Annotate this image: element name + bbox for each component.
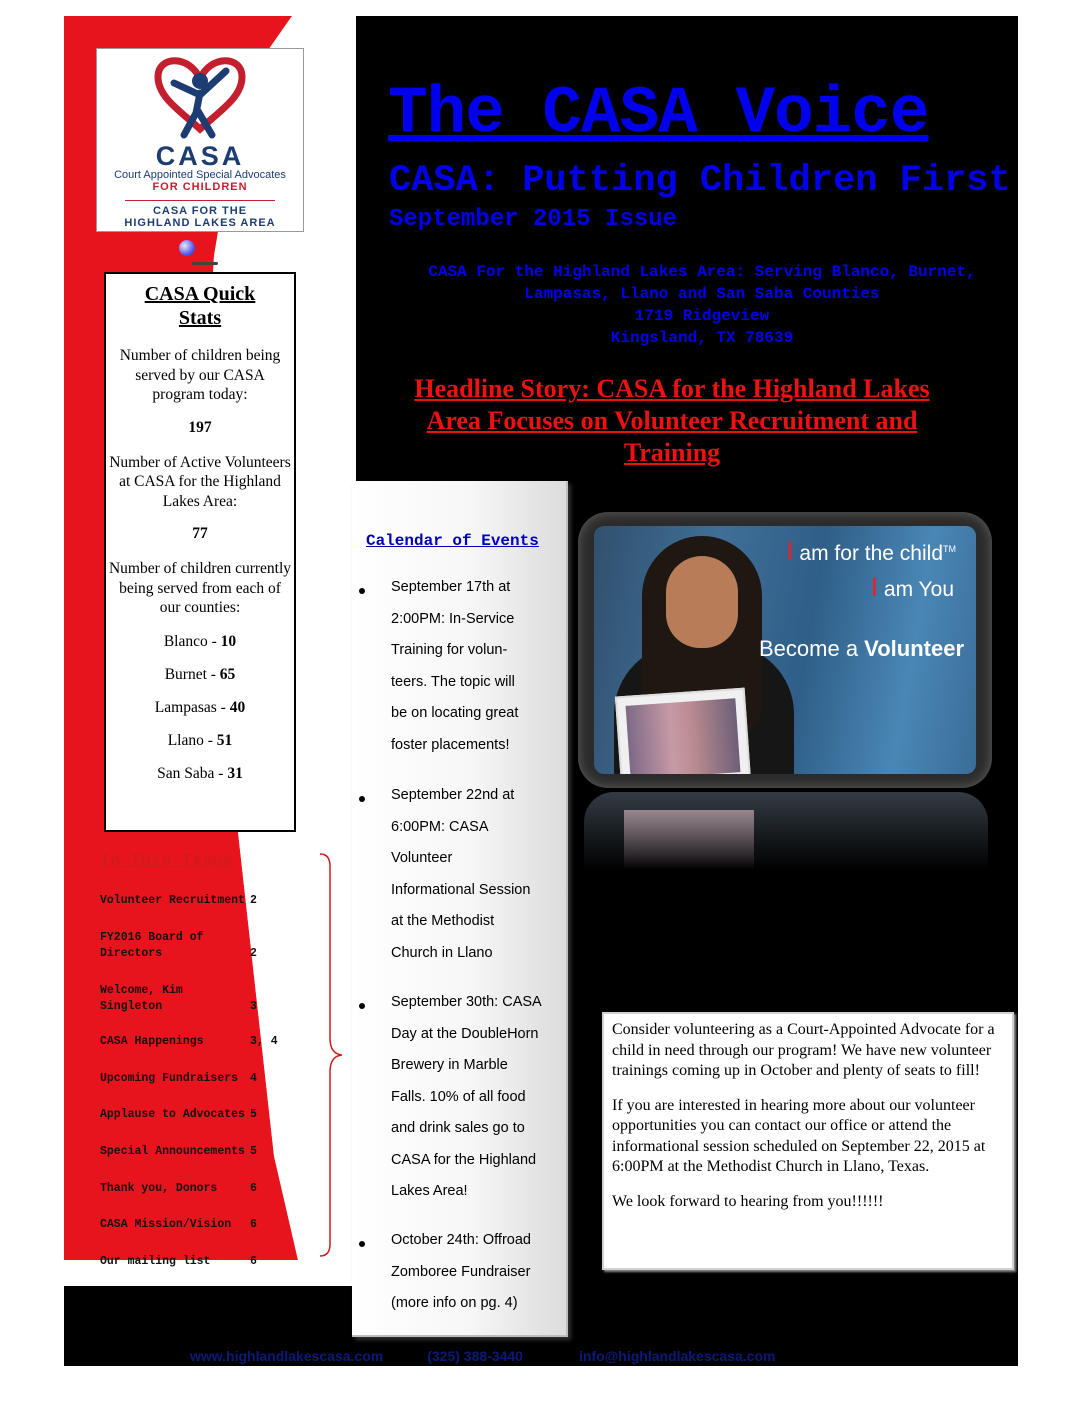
- county-name: San Saba: [157, 764, 215, 782]
- children-served-value: 197: [188, 418, 212, 436]
- bullet-icon: [359, 1241, 365, 1247]
- issue-list-brace: [316, 852, 346, 1258]
- issue-item-title: FY2016 Board of Directors: [100, 931, 204, 960]
- event-line: September 17th at: [391, 579, 511, 595]
- calendar-event-text: [391, 572, 561, 761]
- calendar-event-text: [391, 1225, 561, 1320]
- newsletter-title: The CASA Voice: [388, 76, 929, 151]
- volunteer-ad-photo: [578, 512, 992, 788]
- info-paragraph: Consider volunteering as a Court-Appointed Advocate for a child in need through our program! We have new volunteer trainings coming up in October and plenty of seats to fill!: [612, 1021, 995, 1079]
- quick-stats-title-line: Stats: [178, 307, 222, 329]
- ad-text: Become a: [759, 636, 865, 661]
- issue-item-title: Upcoming Fundraisers: [100, 1072, 239, 1085]
- issue-item-title: CASA Mission/Vision: [100, 1218, 232, 1231]
- ad-line-become-volunteer: [759, 636, 964, 662]
- event-line: Church in Llano: [391, 944, 493, 961]
- bullet-icon: [359, 796, 365, 802]
- event-line: 6:00PM: CASA: [391, 818, 489, 835]
- issue-item[interactable]: [100, 1144, 300, 1160]
- active-volunteers-value: 77: [192, 525, 208, 542]
- issue-item-page: 5: [250, 1145, 257, 1158]
- event-line: 2:00PM: In-Service: [391, 610, 515, 627]
- calendar-event-text: [391, 780, 561, 969]
- address-line: Lampasas, Llano and San Saba Counties: [524, 285, 880, 303]
- event-line: be on locating great: [391, 705, 519, 721]
- issue-item[interactable]: [100, 1034, 300, 1050]
- event-line: foster placements!: [391, 736, 510, 753]
- event-line: at the Methodist: [391, 913, 495, 929]
- calendar-of-events: [352, 481, 568, 1337]
- event-line: Day at the DoubleHorn: [391, 1025, 539, 1042]
- trademark-mark: TM: [943, 544, 956, 554]
- quick-stats-title: [106, 282, 294, 330]
- newsletter-tagline: CASA: Putting Children First: [389, 160, 1011, 202]
- event-line: September 30th: CASA: [391, 994, 542, 1010]
- children-served-label: Number of children being served by our CASA program today:: [119, 347, 281, 403]
- issue-item[interactable]: [100, 1181, 300, 1197]
- casa-heart-figure-icon: [150, 49, 250, 141]
- info-paragraph: If you are interested in hearing more about our volunteer opportunities you can contact our office or attend the informational session scheduled on September 22, 2015 at 6:00PM at the Methodist Church in Llano, Texas.: [612, 1096, 986, 1175]
- issue-item-page: 6: [250, 1182, 257, 1195]
- event-line: teers. The topic will: [391, 673, 515, 690]
- casa-logo: [96, 48, 304, 232]
- county-separator: -: [207, 632, 221, 650]
- headline-line: Training: [623, 438, 721, 467]
- county-value: 31: [227, 764, 243, 782]
- issue-item-title: Special Announcements: [100, 1145, 245, 1158]
- address-line: Kingsland, TX 78639: [610, 329, 794, 347]
- newsletter-issue: September 2015 Issue: [389, 206, 678, 233]
- event-line: Informational Session: [391, 881, 531, 898]
- calendar-title: Calendar of Events: [366, 532, 539, 550]
- county-stat: [106, 765, 294, 783]
- county-value: 10: [220, 632, 237, 650]
- issue-item-title: Our mailing list: [100, 1255, 211, 1268]
- reflection-image: [624, 810, 754, 870]
- issue-item[interactable]: [100, 1254, 300, 1270]
- event-line: Volunteer: [391, 850, 453, 866]
- issue-item-page: 6: [250, 1218, 257, 1231]
- issue-item-title: Thank you, Donors: [100, 1182, 218, 1195]
- address-line: CASA For the Highland Lakes Area: Serving Blanco, Burnet,: [428, 263, 976, 281]
- event-line: October 24th: Offroad: [391, 1232, 531, 1248]
- event-line: (more info on pg. 4): [391, 1295, 518, 1311]
- held-photograph-image: [626, 698, 741, 774]
- ad-line-i-am-you: [871, 574, 954, 603]
- volunteer-ad-image: [594, 526, 976, 774]
- event-line: Brewery in Marble: [391, 1057, 508, 1073]
- issue-item[interactable]: [100, 983, 300, 1015]
- footer-website-link[interactable]: www.highlandlakescasa.com: [190, 1348, 384, 1364]
- ad-red-letter: I: [786, 536, 794, 566]
- active-volunteers-label: Number of Active Volunteers at CASA for the Highland Lakes Area:: [109, 453, 291, 510]
- issue-item[interactable]: [100, 1107, 300, 1123]
- footer-contact: [190, 1348, 775, 1364]
- issue-item-page: 5: [250, 1108, 257, 1121]
- bullet-icon: [359, 588, 365, 594]
- issue-item[interactable]: [100, 1217, 300, 1233]
- event-line: Training for volun-: [391, 642, 508, 658]
- photo-reflection: [584, 792, 988, 870]
- county-separator: -: [206, 665, 220, 683]
- issue-item-title: Volunteer Recruitment: [100, 894, 245, 907]
- issue-item-page: 4: [250, 1072, 257, 1085]
- county-name: Burnet: [164, 665, 207, 683]
- volunteer-info-box: [602, 1012, 1014, 1270]
- ad-text: am for the child: [793, 542, 943, 565]
- logo-area-line: HIGHLAND LAKES AREA: [124, 217, 276, 229]
- in-this-issue-title: In This Issue: [100, 852, 233, 871]
- ad-text-bold: Volunteer: [864, 636, 964, 661]
- county-stat: [106, 666, 294, 684]
- county-value: 65: [219, 665, 236, 683]
- logo-for-children: FOR CHILDREN: [152, 181, 248, 193]
- issue-item-page: 6: [250, 1255, 257, 1268]
- headline-story[interactable]: [366, 373, 978, 469]
- issue-item-page: 3: [250, 1000, 257, 1013]
- county-name: Lampasas: [154, 698, 217, 716]
- county-name: Blanco: [163, 632, 208, 650]
- event-line: Falls. 10% of all food: [391, 1088, 526, 1105]
- event-line: September 22nd at: [391, 787, 515, 803]
- logo-divider: [125, 200, 275, 201]
- logo-subtitle: Court Appointed Special Advocates: [114, 169, 286, 181]
- decorative-bullet-icon: [179, 240, 195, 256]
- issue-item-page: 2: [250, 947, 257, 960]
- ad-text: am You: [878, 578, 954, 601]
- headline-line: Headline Story: CASA for the Highland Lakes: [414, 374, 930, 403]
- ad-red-letter: I: [870, 572, 879, 602]
- county-name: Llano: [167, 731, 204, 749]
- info-paragraph: We look forward to hearing from you!!!!!!: [612, 1192, 884, 1210]
- headline-line: Area Focuses on Volunteer Recruitment and: [426, 406, 918, 435]
- quick-stats-title-line: CASA Quick: [144, 283, 256, 305]
- footer-email-link[interactable]: info@highlandlakescasa.com: [578, 1348, 776, 1364]
- county-stat: [106, 732, 294, 750]
- issue-item-title: Welcome, Kim Singleton: [100, 984, 183, 1013]
- county-value: 40: [229, 698, 246, 716]
- event-line: and drink sales go to: [391, 1120, 525, 1136]
- decorative-dash: [192, 262, 218, 265]
- organization-address: [388, 261, 1016, 349]
- woman-face: [666, 556, 738, 648]
- counties-label: Number of children currently being served from each of our counties:: [108, 560, 292, 616]
- issue-item[interactable]: [100, 930, 300, 962]
- issue-item-page: 3, 4: [250, 1035, 278, 1048]
- county-separator: -: [214, 764, 228, 782]
- county-separator: -: [216, 698, 230, 716]
- issue-item-title: CASA Happenings: [100, 1035, 204, 1048]
- logo-area-line: CASA FOR THE: [152, 205, 248, 217]
- address-line: 1719 Ridgeview: [634, 307, 770, 325]
- bullet-icon: [359, 1003, 365, 1009]
- footer-phone[interactable]: (325) 388-3440: [427, 1348, 523, 1364]
- county-separator: -: [203, 731, 217, 749]
- event-line: CASA for the Highland: [391, 1151, 537, 1168]
- event-line: Zomboree Fundraiser: [391, 1263, 531, 1280]
- county-stat: [106, 699, 294, 717]
- quick-stats-box: [104, 272, 296, 832]
- held-photograph: [615, 688, 751, 774]
- logo-casa-word: CASA: [155, 141, 245, 171]
- ad-line-for-the-child: [786, 536, 956, 567]
- county-value: 51: [216, 731, 233, 749]
- issue-item[interactable]: [100, 893, 300, 909]
- calendar-event-text: [391, 987, 561, 1208]
- county-stat: [106, 633, 294, 651]
- issue-item-page: 2: [250, 894, 257, 907]
- issue-item-title: Applause to Advocates: [100, 1108, 245, 1121]
- issue-item[interactable]: [100, 1071, 300, 1087]
- event-line: Lakes Area!: [391, 1183, 468, 1199]
